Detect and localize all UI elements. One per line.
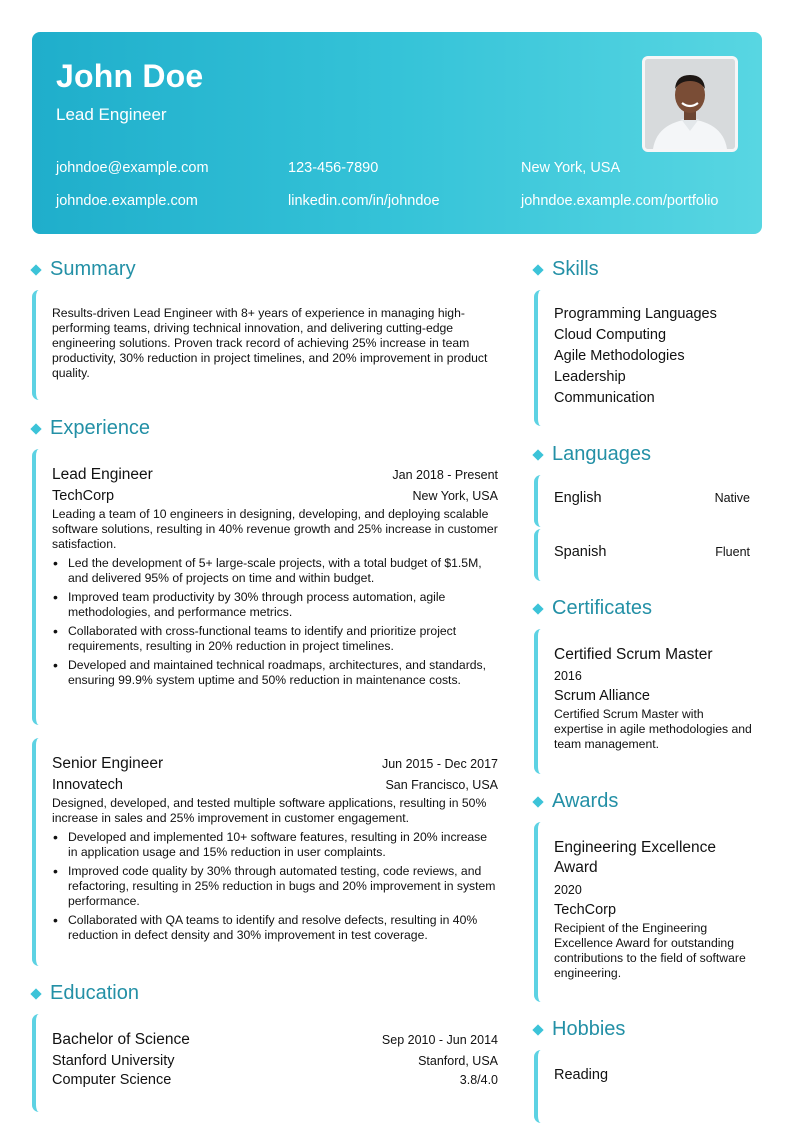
skill-item: Leadership — [554, 369, 626, 385]
achievement-item: • Collaborated with cross-functional teams to identify and prioritize project requirements, resulting in 20% reduction in project timelines. — [52, 624, 498, 654]
job-title: Lead Engineer — [52, 466, 153, 483]
education-dates: Sep 2010 - Jun 2014 — [381, 1033, 498, 1047]
skill-item: Communication — [554, 390, 655, 406]
education-heading — [30, 982, 139, 1005]
summary-text: Results-driven Lead Engineer with 8+ years of experience in managing high-performing teams, driving technical innovation, and delivering cutting-edge engineering solutions. Proven track record of achieving 25% increase in team productivity, 30% reduction in project timelines, and 20% improvement in product quality. — [52, 306, 488, 380]
achievement-item: • Developed and implemented 10+ software features, resulting in 20% increase in application usage and 15% reduction in user complaints. — [52, 830, 498, 860]
job-company: Innovatech — [52, 777, 123, 793]
diamond-bullet-icon — [532, 796, 543, 807]
certificates-heading-label: Certificates — [552, 597, 653, 619]
job-dates: Jun 2015 - Dec 2017 — [381, 757, 498, 771]
hobbies-heading-label: Hobbies — [552, 1018, 626, 1040]
job-location: New York, USA — [412, 489, 498, 503]
skills-heading — [532, 258, 599, 281]
job-title: Senior Engineer — [52, 755, 164, 772]
hobbies-block — [534, 1050, 762, 1123]
job-description: Leading a team of 10 engineers in designing, developing, and deploying scalable software solutions, resulting in 40% revenue growth and 25% increase in customer satisfaction. — [52, 507, 498, 551]
school-location: Stanford, USA — [418, 1054, 498, 1068]
job-achievements — [52, 830, 498, 943]
summary-block — [32, 290, 496, 400]
language-item — [534, 475, 762, 527]
diamond-bullet-icon — [532, 603, 543, 614]
contact-location: New York, USA — [521, 160, 621, 176]
experience-heading — [30, 417, 150, 440]
certificate-issuer: Scrum Alliance — [554, 688, 650, 704]
certificate-name: Certified Scrum Master — [554, 646, 713, 663]
award-issuer: TechCorp — [554, 902, 617, 918]
job-achievements — [52, 556, 498, 688]
diamond-bullet-icon — [30, 264, 41, 275]
skill-item: Cloud Computing — [554, 327, 667, 343]
language-name: Spanish — [554, 544, 607, 560]
hobbies-heading — [532, 1018, 625, 1041]
diamond-bullet-icon — [30, 988, 41, 999]
certificate-year: 2016 — [554, 669, 582, 683]
achievement-item: • Improved code quality by 30% through automated testing, code reviews, and refactoring, resulting in 25% reduction in bugs and 20% improvement in system performance. — [52, 864, 498, 909]
experience-item — [32, 738, 496, 966]
language-item — [534, 529, 762, 581]
gpa: 3.8/4.0 — [459, 1073, 498, 1087]
profile-photo — [642, 56, 738, 152]
certificates-heading — [532, 597, 652, 620]
certificate-item — [534, 629, 762, 774]
candidate-name: John Doe — [56, 58, 204, 94]
language-name: English — [554, 490, 602, 506]
field-of-study: Computer Science — [52, 1072, 172, 1088]
awards-heading-label: Awards — [552, 790, 619, 812]
contact-email[interactable]: johndoe@example.com — [56, 160, 209, 176]
summary-heading — [30, 258, 136, 281]
job-dates: Jan 2018 - Present — [392, 468, 498, 482]
diamond-bullet-icon — [30, 423, 41, 434]
diamond-bullet-icon — [532, 264, 543, 275]
skills-heading-label: Skills — [552, 258, 599, 280]
achievement-item: • Collaborated with QA teams to identify and resolve defects, resulting in 40% reduction in defect density and 30% improvement in test coverage. — [52, 913, 498, 943]
diamond-bullet-icon — [532, 1024, 543, 1035]
experience-item — [32, 449, 496, 725]
contact-website[interactable]: johndoe.example.com — [56, 193, 198, 209]
education-heading-label: Education — [50, 982, 139, 1004]
language-level: Fluent — [715, 545, 750, 559]
hobby-item: Reading — [554, 1067, 609, 1083]
profile-photo-avatar-icon — [645, 59, 735, 149]
school: Stanford University — [52, 1053, 175, 1069]
contact-phone[interactable]: 123-456-7890 — [288, 160, 379, 176]
resume-header — [32, 32, 762, 234]
contact-linkedin[interactable]: linkedin.com/in/johndoe — [288, 193, 440, 209]
award-item — [534, 822, 762, 1002]
degree: Bachelor of Science — [52, 1031, 190, 1048]
achievement-item: • Improved team productivity by 30% through process automation, agile methodologies, and performance metrics. — [52, 590, 498, 620]
award-description: Recipient of the Engineering Excellence Award for outstanding contributions to the field of software engineering. — [554, 921, 746, 980]
job-location: San Francisco, USA — [385, 778, 498, 792]
summary-heading-label: Summary — [50, 258, 136, 280]
skill-item: Agile Methodologies — [554, 348, 685, 364]
contact-portfolio[interactable]: johndoe.example.com/portfolio — [521, 193, 719, 209]
award-name: Engineering Excellence Award — [554, 839, 716, 876]
achievement-item: • Developed and maintained technical roadmaps, architectures, and standards, ensuring 99.9% system uptime and 50% reduction in maintenance costs. — [52, 658, 498, 688]
job-description: Designed, developed, and tested multiple software applications, resulting in 50% increase in sales and 25% improvement in customer engagement. — [52, 796, 487, 825]
job-company: TechCorp — [52, 488, 115, 504]
achievement-item: • Led the development of 5+ large-scale projects, with a total budget of $1.5M, and delivered 95% of projects on time and within budget. — [52, 556, 498, 586]
languages-heading — [532, 443, 651, 466]
experience-heading-label: Experience — [50, 417, 151, 439]
candidate-role: Lead Engineer — [56, 105, 167, 124]
languages-heading-label: Languages — [552, 443, 651, 465]
award-year: 2020 — [554, 883, 582, 897]
diamond-bullet-icon — [532, 449, 543, 460]
language-level: Native — [714, 491, 750, 505]
certificate-description: Certified Scrum Master with expertise in agile methodologies and team management. — [554, 707, 752, 751]
skills-block — [534, 290, 762, 426]
education-block — [32, 1014, 496, 1112]
awards-heading — [532, 790, 618, 813]
skill-item: Programming Languages — [554, 306, 717, 322]
